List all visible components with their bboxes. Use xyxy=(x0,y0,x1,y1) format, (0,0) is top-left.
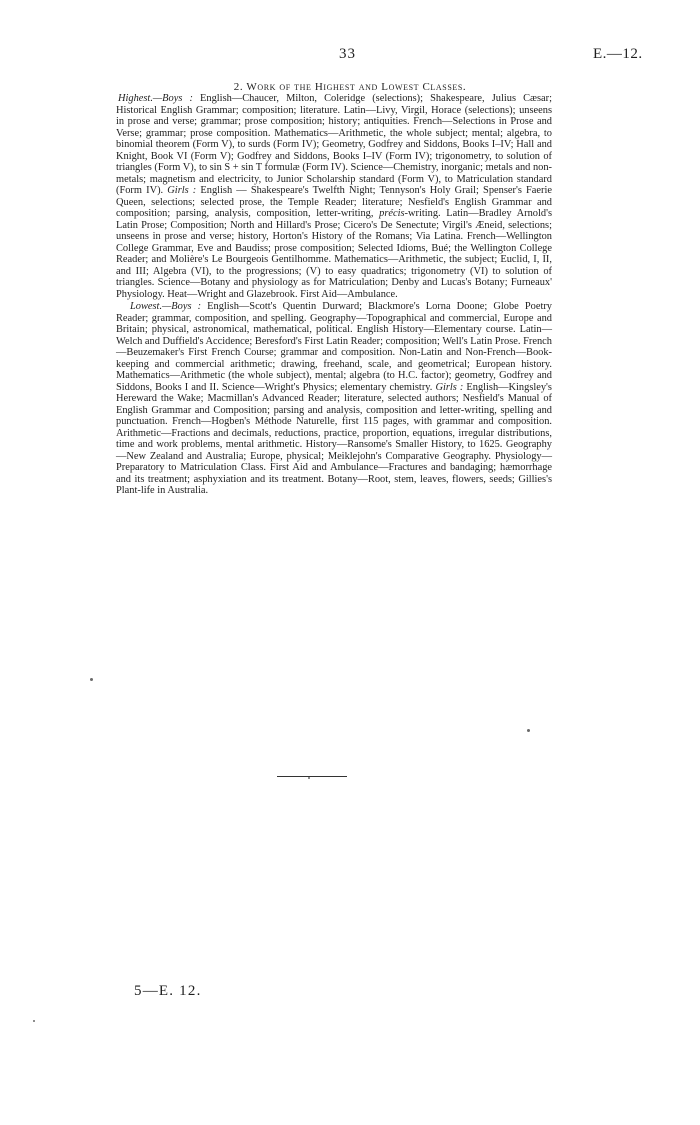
precis-word: précis xyxy=(379,208,405,219)
lowest-girls-text: English—Kingsley's Hereward the Wake; Macmillan's Advanced Reader; literature, selected authors; Nesfield's Manual of English Grammar and Composition; parsing and analysis, composition and letter-writing, spelling and punctuation. French—Hogben's Méthode Naturelle, first 115 pages, with grammar and composition. Arithmetic—Fractions and decimals, reductions, practice, proportion, equations, irregular distributions, time and work problems, mental arithmetic. History—Ransome's Smaller History, to 1625. Geography—New Zealand and Australia; Europe, physical; Meiklejohn's Comparative Geography. Physiology—Preparatory to Matriculation Class. First Aid and Ambulance—Fractures and bandaging; hæmorrhage and its treatment; asphyxiation and its treatment. Botany—Root, stem, leaves, flowers, seeds; Gillies's Plant-life in Australia. xyxy=(116,381,552,496)
highest-boys-text: English—Chaucer, Milton, Coleridge (selections); Shakespeare, Julius Cæsar; Historical English Grammar; composition; literature. Latin—Livy, Virgil, Horace (selections); unseens in prose and verse; grammar; prose composition; history; antiquities. French—Selections in Prose and Verse; grammar; prose composition. Mathematics—Arithmetic, the whole subject; mental; algebra, to binomial theorem (Form V), to surds (Form IV); Geometry, Godfrey and Siddons, Books I–IV; Hall and Knight, Book VI (Form V); Godfrey and Siddons, Books I–IV (Form IV); trigonometry, to solution of triangles (Form V), to sin S + sin T formulæ (Form IV). Science—Chemistry, inorganic; metals and non-metals; magnetism and electricity, to Junior Scholarship standard (Form V), to Matriculation standard (Form IV). xyxy=(116,93,552,196)
scan-speck xyxy=(308,777,310,779)
lowest-boys-text: English—Scott's Quentin Durward; Blackmore's Lorna Doone; Globe Poetry Reader; grammar, composition, and spelling. Geography—Topographical and commercial, Europe and Britain; physical, astronomical, mathematical, political. English History—Elementary course. Latin—Welch and Duffield's Accidence; Beresford's First Latin Reader; composition; Well's Latin Prose. French—Beuzemaker's First French Course; grammar and composition. Non-Latin and Non-French—Book-keeping and commercial arithmetic; drawing, freehand, scale, and geometrical; European history. Mathematics—Arithmetic (the whole subject), mental; algebra (to H.C. factor); geometry, Godfrey and Siddons, Books I and II. Science—Wright's Physics; elementary chemistry. xyxy=(116,301,552,393)
scan-speck xyxy=(527,729,530,732)
highest-girls-lead: Girls : xyxy=(167,185,197,196)
footer-reference: 5—E. 12. xyxy=(134,983,202,999)
highest-girls-text-1: English — Shakespeare's Twelfth Night; Tennyson's Holy Grail; Spenser's Faerie Queen, selections; selected prose, the Temple Reader; literature; Nesfield's English Grammar and composition; parsing, analysis, composition, letter-writing, xyxy=(116,185,552,219)
page-reference: E.—12. xyxy=(593,46,643,62)
end-rule xyxy=(277,776,347,777)
scan-speck xyxy=(90,678,93,681)
lowest-paragraph xyxy=(116,301,552,497)
lowest-girls-lead: Girls : xyxy=(435,381,464,393)
highest-paragraph xyxy=(116,93,552,300)
section-heading: 2. Work of the Highest and Lowest Classes. xyxy=(233,81,467,93)
highest-lead: Highest.—Boys : xyxy=(118,93,193,104)
highest-girls-text-2: -writing. Latin—Bradley Arnold's Latin Prose; Composition; North and Hillard's Prose; Cicero's De Senectute; Virgil's Æneid, selections; unseens in prose and verse; history, Horton's History of the Romans; Via Latina. French—Wellington College Grammar, Eve and Baudiss; prose composition; Selected Idioms, Bué; the Wellington College Reader; and Molière's Le Bourgeois Gentilhomme. Mathematics—Arithmetic, the subject; Euclid, I, II, and III; Algebra (VI), to the progressions; (V) to easy quadratics; trigonometry (VI) to solution of triangles. Science—Botany and physiology as for Matriculation; Denby and Lucas's Botany; Furneaux' Physiology. Heat—Wright and Glazebrook. First Aid—Ambulance. xyxy=(116,208,552,300)
body-text xyxy=(116,93,552,497)
page-number: 33 xyxy=(339,46,356,62)
scan-speck xyxy=(33,1020,35,1022)
lowest-lead: Lowest.—Boys : xyxy=(130,301,202,312)
